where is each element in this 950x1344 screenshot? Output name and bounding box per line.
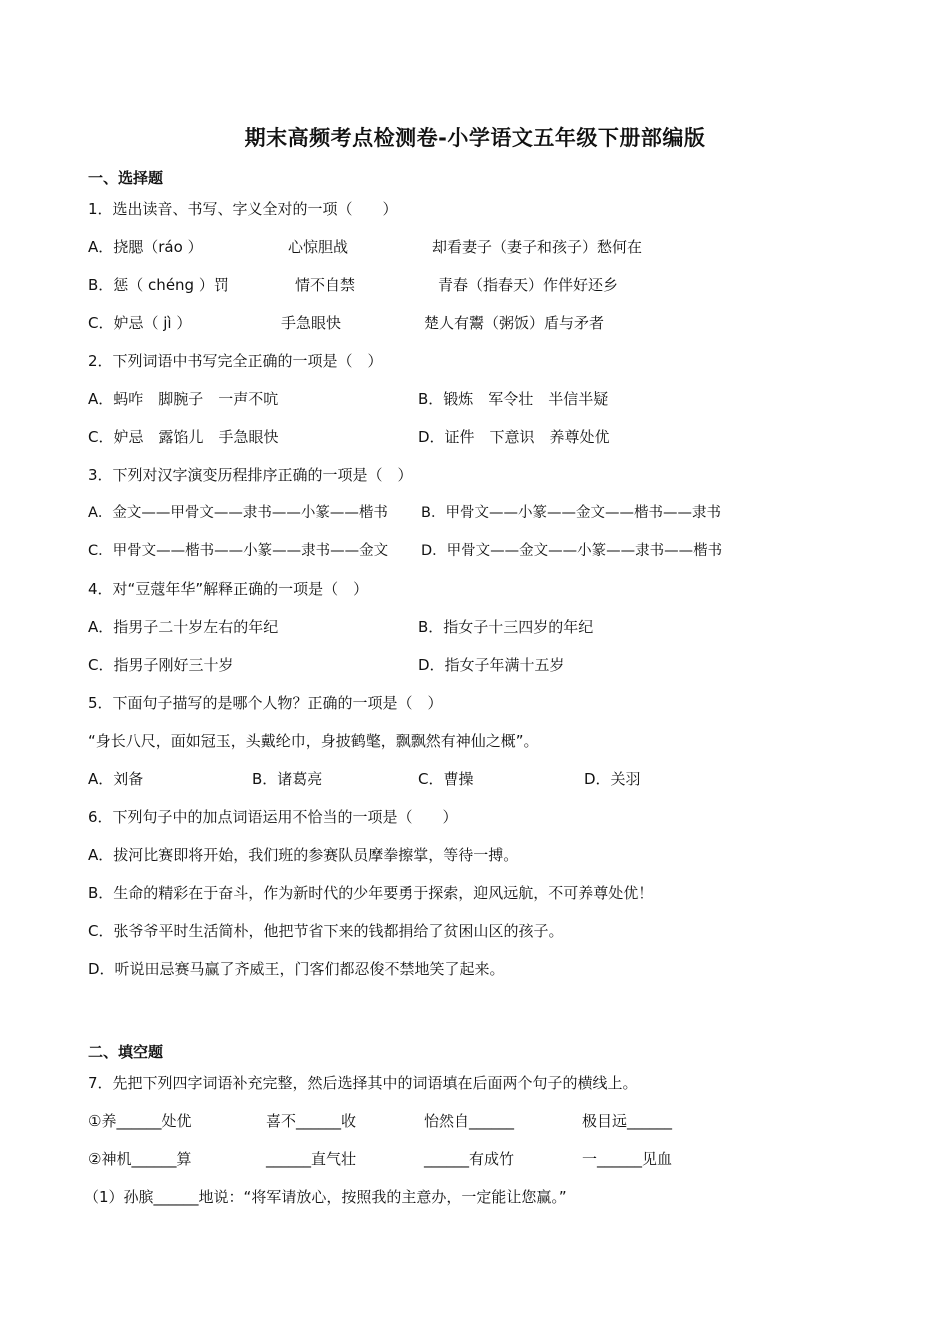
q1-option-c-part3: 楚人有鬻（粥饭）盾与矛者 <box>424 314 605 332</box>
q7-row2-item3: ______有成竹 <box>424 1150 515 1168</box>
question-2-stem: 2．下列词语中书写完全正确的一项是（ ） <box>88 352 383 370</box>
q1-option-c-part2: 手急眼快 <box>281 314 342 332</box>
question-3-stem: 3．下列对汉字演变历程排序正确的一项是（ ） <box>88 466 413 484</box>
q2-option-a: A．蚂咋 脚腕子 一声不吭 <box>88 390 279 408</box>
q4-option-d: D．指女子年满十五岁 <box>418 656 565 674</box>
q5-option-c: C．曹操 <box>418 770 474 788</box>
q2-option-d: D．证件 下意识 养尊处优 <box>418 428 610 446</box>
section-heading-fill: 二、填空题 <box>88 1043 164 1061</box>
q6-option-b: B．生命的精彩在于奋斗，作为新时代的少年要勇于探索，迎风远航，不可养尊处优！ <box>88 884 654 902</box>
q7-row2-item4: 一______见血 <box>582 1150 673 1168</box>
q1-option-a-part2: 心惊胆战 <box>288 238 349 256</box>
q7-row1-item3: 怡然自______ <box>424 1112 515 1130</box>
q5-option-b: B．诸葛亮 <box>252 770 323 788</box>
q1-option-b-part1: B．惩（ chéng ）罚 <box>88 276 229 294</box>
q3-option-a: A．金文——甲骨文——隶书——小篆——楷书 <box>88 505 388 521</box>
question-4-stem: 4．对“豆蔻年华”解释正确的一项是（ ） <box>88 580 369 598</box>
question-1-stem: 1．选出读音、书写、字义全对的一项（ ） <box>88 200 398 218</box>
question-7-stem: 7．先把下列四字词语补充完整，然后选择其中的词语填在后面两个句子的横线上。 <box>88 1074 638 1092</box>
q3-option-b: B．甲骨文——小篆——金文——楷书——隶书 <box>421 505 721 521</box>
q4-option-a: A．指男子二十岁左右的年纪 <box>88 618 279 636</box>
q6-option-a: A．拔河比赛即将开始，我们班的参赛队员摩拳擦掌，等待一搏。 <box>88 846 519 864</box>
q7-subquestion-1: （1）孙膑______地说：“将军请放心，按照我的主意办，一定能让您赢。” <box>84 1188 567 1206</box>
q1-option-b-part3: 青春（指春天）作伴好还乡 <box>438 276 619 294</box>
q6-option-c: C．张爷爷平时生活简朴，他把节省下来的钱都捐给了贫困山区的孩子。 <box>88 922 564 940</box>
q6-option-d: D．听说田忌赛马赢了齐威王，门客们都忍俊不禁地笑了起来。 <box>88 960 505 978</box>
q1-option-c-part1: C．妒忌（ jì ） <box>88 314 192 332</box>
section-heading-choice: 一、选择题 <box>88 169 164 187</box>
q7-row2-item1: ②神机______算 <box>88 1150 192 1168</box>
q1-option-a-part3: 却看妻子（妻子和孩子）愁何在 <box>432 238 643 256</box>
q3-option-c: C．甲骨文——楷书——小篆——隶书——金文 <box>88 543 389 559</box>
question-5-stem: 5．下面句子描写的是哪个人物？正确的一项是（ ） <box>88 694 443 712</box>
q5-quote: “身长八尺，面如冠玉，头戴纶巾，身披鹤氅，飘飘然有神仙之概”。 <box>88 732 539 750</box>
q7-row1-item4: 极目远______ <box>582 1112 673 1130</box>
q4-option-b: B．指女子十三四岁的年纪 <box>418 618 594 636</box>
q2-option-b: B．锻炼 军令壮 半信半疑 <box>418 390 609 408</box>
page-title: 期末高频考点检测卷-小学语文五年级下册部编版 <box>244 126 706 150</box>
q1-option-a-part1: A．挠腮（ráo ） <box>88 238 203 256</box>
q3-option-d: D．甲骨文——金文——小篆——隶书——楷书 <box>421 543 723 559</box>
q7-row2-item2: ______直气壮 <box>266 1150 357 1168</box>
q7-row1-item1: ①养______处优 <box>88 1112 192 1130</box>
q7-row1-item2: 喜不______收 <box>266 1112 357 1130</box>
q5-option-a: A．刘备 <box>88 770 144 788</box>
q1-option-b-part2: 情不自禁 <box>295 276 356 294</box>
q5-option-d: D．关羽 <box>584 770 641 788</box>
q2-option-c: C．妒忌 露馅儿 手急眼快 <box>88 428 279 446</box>
q4-option-c: C．指男子刚好三十岁 <box>88 656 234 674</box>
question-6-stem: 6．下列句子中的加点词语运用不恰当的一项是（ ） <box>88 808 458 826</box>
